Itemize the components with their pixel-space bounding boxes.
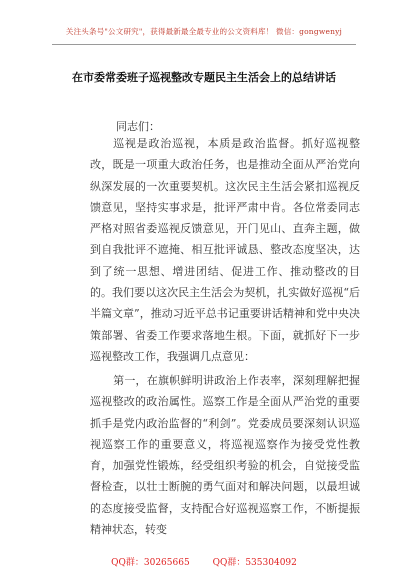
salutation: 同志们： (116, 120, 160, 133)
document-title: 在市委常委班子巡视整改专题民主生活会上的总结讲话 (72, 71, 336, 84)
footer-contact (0, 555, 408, 568)
footer-qq-group-2: QQ群：535304092 (212, 558, 297, 568)
body-paragraph: 巡视是政治巡视，本质是政治监督。抓好巡视整改，既是一项重大政治任务，也是推动全面从严治党向纵深发展的一次重要契机。这次民主生活会紧扣巡视反馈意见，坚持实事求是，批评严肃中肯。各位常委同志严格对照省委巡视反馈意见，开门见山、直奔主题，做到自我批评不遮掩、相互批评诚恳、整改态度坚决，达到了统一思想、增进团结、促进工作、推动整改的目的。我们要以这次民主生活会为契机，扎实做好巡视“后半篇文章”，推动习近平总书记重要讲话精神和党中央决策部署、省委工作要求落地生根。下面，就抓好下一步巡视整改工作，我强调几点意见： (90, 137, 360, 363)
header-divider (52, 44, 356, 45)
body-paragraph: 第一，在旗帜鲜明讲政治上作表率，深刻理解把握巡视整改的政治属性。巡察工作是全面从严治党的重要抓手是党内政治监督的“利剑”。党委成员要深刻认识巡视巡察工作的重要意义，将巡视巡察作为接受党性教育，加强党性锻炼，经受组织考验的机会，自觉接受监督检查，以壮士断腕的勇气面对和解决问题，以最坦诚的态度接受监督，支持配合好巡视巡察工作，不断提振精神状态，转变 (90, 374, 360, 537)
footer-qq-group-1: QQ群：30265665 (111, 558, 190, 568)
header-banner: 关注头条号"公文研究"，获得最新最全最专业的公文资料库！ 微信：gongwenyj (65, 27, 343, 36)
